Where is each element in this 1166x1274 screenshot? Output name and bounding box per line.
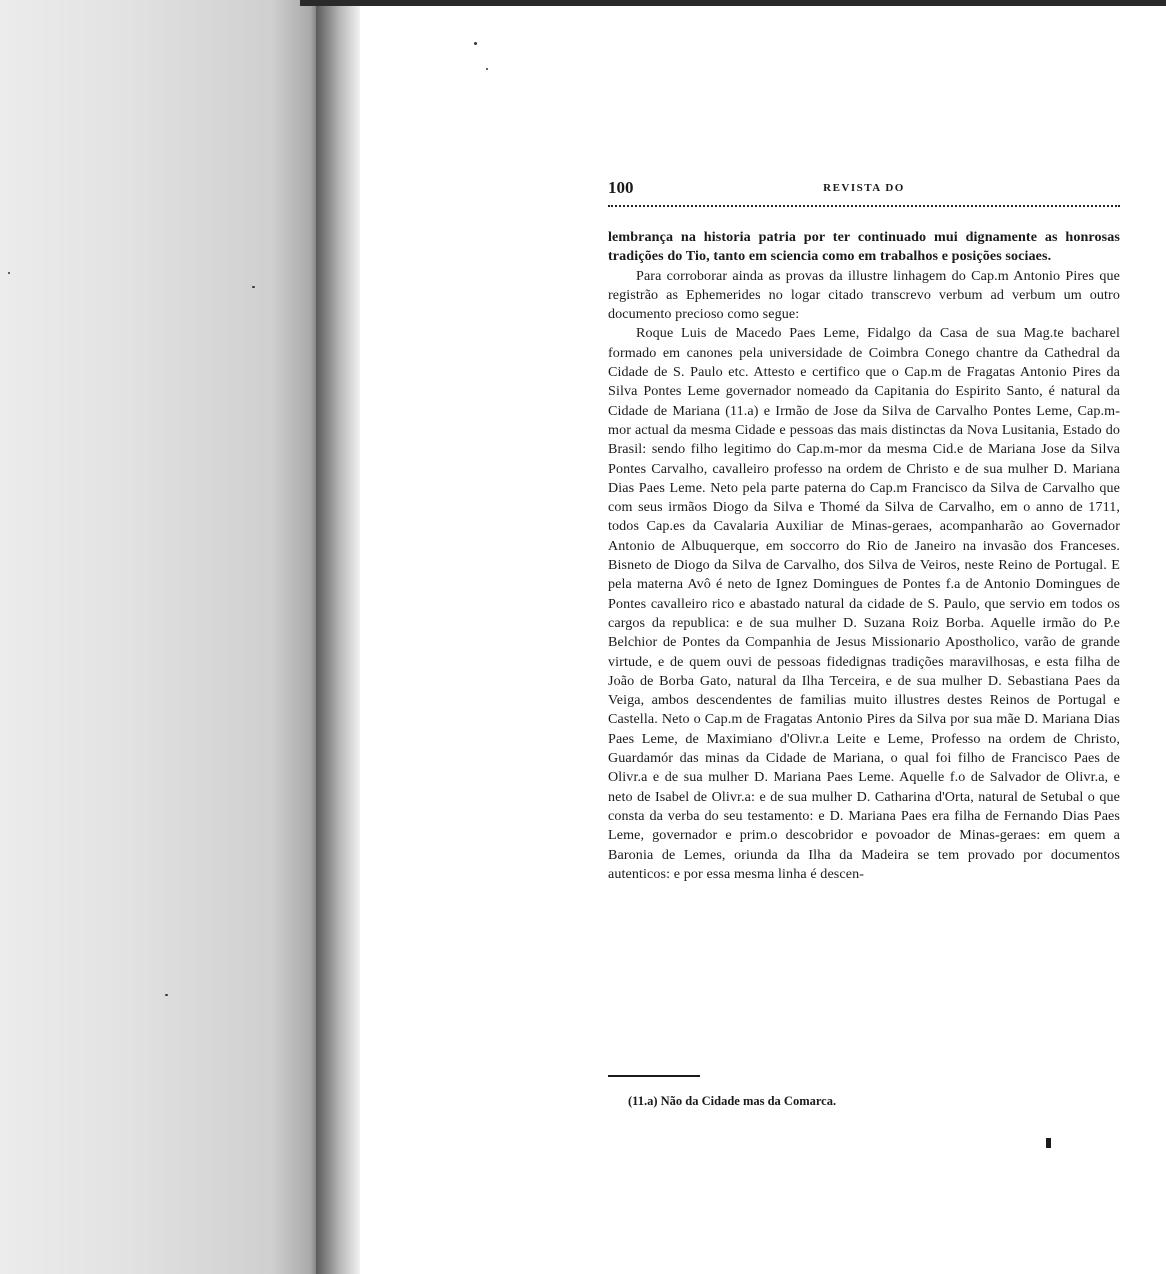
page-body (608, 228, 1120, 884)
scan-speck (252, 286, 255, 288)
header-rule (608, 205, 1120, 207)
paragraph: Roque Luis de Macedo Paes Leme, Fidalgo da Casa de sua Mag.te bacharel formado em canones pela universidade de Coimbra Conego chantre da Cathedral da Cidade de S. Paulo etc. Attesto e certifico que o Cap.m de Fragatas Antonio Pires da Silva Pontes Leme governador nomeado da Capitania do Espirito Santo, é natural da Cidade de Mariana (11.a) e Irmão de Jose da Silva de Carvalho Pontes Leme, Cap.m-mor actual da mesma Cidade e pessoas das mais distinctas da Nova Lusitania, Estado do Brasil: sendo filho legitimo do Cap.m-mor da mesma Cid.e de Mariana Jose da Silva Pontes Carvalho, cavalleiro professo na ordem de Christo e de sua mulher D. Mariana Dias Paes Leme. Neto pela parte paterna do Cap.m Francisco da Silva de Carvalho que com seus irmãos Diogo da Silva e Thomé da Silva de Carvalho, em o anno de 1711, todos Cap.es da Cavalaria Auxiliar de Minas-geraes, acompanharão ao Governador Antonio de Albuquerque, em soccorro do Rio de Janeiro na invasão dos Franceses. Bisneto de Diogo da Silva de Carvalho, dos Silva de Veiros, neste Reino de Portugal. E pela materna Avô é neto de Ignez Domingues de Pontes f.a de Antonio Domingues de Pontes cavalleiro rico e abastado natural da cidade de S. Paulo, que servio em todos os cargos da republica: e de sua mulher D. Suzana Roiz Borba. Aquelle irmão do P.e Belchior de Pontes da Companhia de Jesus Missionario Apostholico, varão de grande virtude, e de quem ouvi de pessoas fidedignas tradições maravilhosas, e esta filha de João de Borba Gato, natural da Ilha Terceira, e de sua mulher D. Sebastiana Paes da Veiga, ambos descendentes de familias muito illustres destes Reinos de Portugal e Castella. Neto o Cap.m de Fragatas Antonio Pires da Silva por sua mãe D. Mariana Dias Paes Leme, de Maximiano d'Olivr.a Leite e Leme, Professo na ordem de Christo, Guardamór das minas da Cidade de Mariana, o qual foi filho de Francisco Paes de Olivr.a e de sua mulher D. Mariana Paes Leme. Aquelle f.o de Salvador de Olivr.a, e neto de Isabel de Olivr.a: e de sua mulher D. Catharina d'Orta, natural de Setubal o que consta da verba do seu testamento: e D. Mariana Paes era filha de Fernando Dias Paes Leme, governador e prim.o descobridor e povoador de Minas-geraes: em quem a Baronia de Lemes, oriunda da Ilha da Madeira se tem provado por documentos autenticos: e por essa mesma linha é descen- (608, 325, 1120, 882)
scan-speck (474, 42, 477, 45)
scan-speck (8, 272, 10, 274)
scan-speck (165, 994, 168, 996)
scan-speck (486, 68, 488, 70)
running-head: REVISTA DO (823, 182, 905, 194)
paragraph: Para corroborar ainda as provas da illustre linhagem do Cap.m Antonio Pires que registrão as Ephemerides no logar citado transcrevo verbum ad verbum um outro documento precioso como segue: (608, 267, 1120, 323)
scan-edge (300, 0, 1166, 6)
footnote: (11.a) Não da Cidade mas da Comarca. (628, 1094, 837, 1108)
book-spine-shadow (316, 0, 360, 1274)
book-gutter-left (0, 0, 320, 1274)
page-number: 100 (608, 178, 634, 197)
book-page (608, 178, 1120, 884)
paragraph: lembrança na historia patria por ter continuado mui dignamente as honrosas tradições do Tio, tanto em sciencia como em trabalhos e posições sociaes. (608, 229, 1120, 265)
page-header (608, 178, 1120, 200)
footnote-rule (608, 1075, 700, 1077)
scan-mark (1046, 1138, 1051, 1148)
